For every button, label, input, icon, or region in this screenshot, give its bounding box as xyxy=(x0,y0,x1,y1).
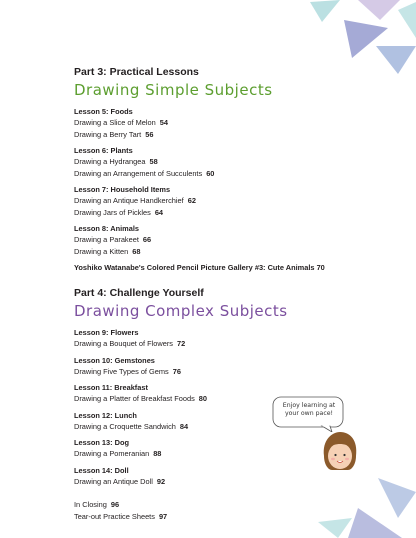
toc-entry[interactable] xyxy=(74,499,374,511)
gallery-entry[interactable]: Yoshiko Watanabe's Colored Pencil Picture Gallery #3: Cute Animals 70 xyxy=(74,263,325,272)
page-number: 56 xyxy=(145,129,154,139)
entry-text: Drawing Jars of Pickles xyxy=(74,207,151,217)
toc-entry[interactable] xyxy=(74,168,374,180)
page-number: 60 xyxy=(206,168,215,178)
page-number: 88 xyxy=(153,449,162,458)
lesson-block xyxy=(74,355,374,378)
page-number: 97 xyxy=(158,511,168,521)
page-number: 96 xyxy=(110,500,120,509)
lesson-title: Lesson 13: Dog xyxy=(74,438,130,447)
entry-text: Drawing an Antique Handkerchief xyxy=(74,196,184,205)
page-number: 62 xyxy=(187,196,196,205)
toc-entry[interactable] xyxy=(74,511,374,523)
toc-entry[interactable] xyxy=(74,207,374,219)
entry-text: Drawing an Antique Doll xyxy=(74,476,153,486)
closing-section xyxy=(74,499,374,522)
lesson-title: Lesson 6: Plants xyxy=(74,146,133,155)
entry-text: Drawing a Pomeranian xyxy=(74,449,150,458)
girl-avatar-illustration xyxy=(320,430,360,474)
speech-bubble-text xyxy=(276,402,342,418)
page-number: 84 xyxy=(179,421,189,431)
lesson-title: Lesson 14: Doll xyxy=(74,465,129,475)
part-heading: Part 3: Practical Lessons xyxy=(74,66,199,78)
page-number: 72 xyxy=(177,339,186,348)
page-number: 92 xyxy=(156,476,166,486)
lesson-block xyxy=(74,327,374,350)
entry-text: Drawing a Hydrangea xyxy=(74,157,146,166)
toc-entry[interactable] xyxy=(74,117,374,129)
speech-bubble-line: your own pace! xyxy=(284,410,334,417)
toc-entry[interactable] xyxy=(74,156,374,168)
toc-entry[interactable] xyxy=(74,476,374,488)
toc-entry[interactable] xyxy=(74,246,374,258)
part-subtitle: Drawing Simple Subjects xyxy=(74,81,273,99)
speech-bubble-line: Enjoy learning at xyxy=(282,402,336,409)
page-number: 54 xyxy=(159,118,168,127)
page-number: 80 xyxy=(198,394,208,403)
page-number: 64 xyxy=(154,207,164,217)
toc-entry[interactable] xyxy=(74,338,374,350)
lesson-block xyxy=(74,106,374,140)
entry-text: Tear-out Practice Sheets xyxy=(74,511,155,521)
part-3-section xyxy=(74,66,374,273)
entry-text: Drawing an Arrangement of Succulents xyxy=(74,168,203,178)
lesson-title: Lesson 10: Gemstones xyxy=(74,355,155,365)
lesson-block xyxy=(74,184,374,218)
lesson-title: Lesson 8: Animals xyxy=(74,224,140,233)
lesson-block xyxy=(74,145,374,179)
page-number: 58 xyxy=(149,157,158,166)
toc-entry[interactable] xyxy=(74,234,374,246)
page-number: 76 xyxy=(172,366,181,376)
toc-entry[interactable] xyxy=(74,366,374,378)
entry-text: Drawing a Platter of Breakfast Foods xyxy=(74,394,195,403)
entry-text: Drawing a Croquette Sandwich xyxy=(74,421,176,431)
page-number: 68 xyxy=(132,246,141,256)
toc-entry[interactable] xyxy=(74,129,374,141)
entry-text: Drawing a Bouquet of Flowers xyxy=(74,339,174,348)
entry-text: In Closing xyxy=(74,500,107,509)
lesson-title: Lesson 7: Household Items xyxy=(74,185,171,194)
entry-text: Drawing a Berry Tart xyxy=(74,129,142,139)
toc-entry[interactable] xyxy=(74,195,374,207)
page-number: 66 xyxy=(142,235,152,244)
lesson-title: Lesson 5: Foods xyxy=(74,107,133,116)
lesson-title: Lesson 9: Flowers xyxy=(74,328,139,337)
entry-text: Drawing a Slice of Melon xyxy=(74,118,156,127)
entry-text: Drawing a Kitten xyxy=(74,246,129,256)
part-subtitle: Drawing Complex Subjects xyxy=(74,302,288,320)
lesson-title: Lesson 11: Breakfast xyxy=(74,383,148,392)
lesson-title: Lesson 12: Lunch xyxy=(74,410,137,420)
lesson-block xyxy=(74,223,374,257)
entry-text: Drawing a Parakeet xyxy=(74,235,139,244)
part-heading: Part 4: Challenge Yourself xyxy=(74,287,204,299)
entry-text: Drawing Five Types of Gems xyxy=(74,366,169,376)
